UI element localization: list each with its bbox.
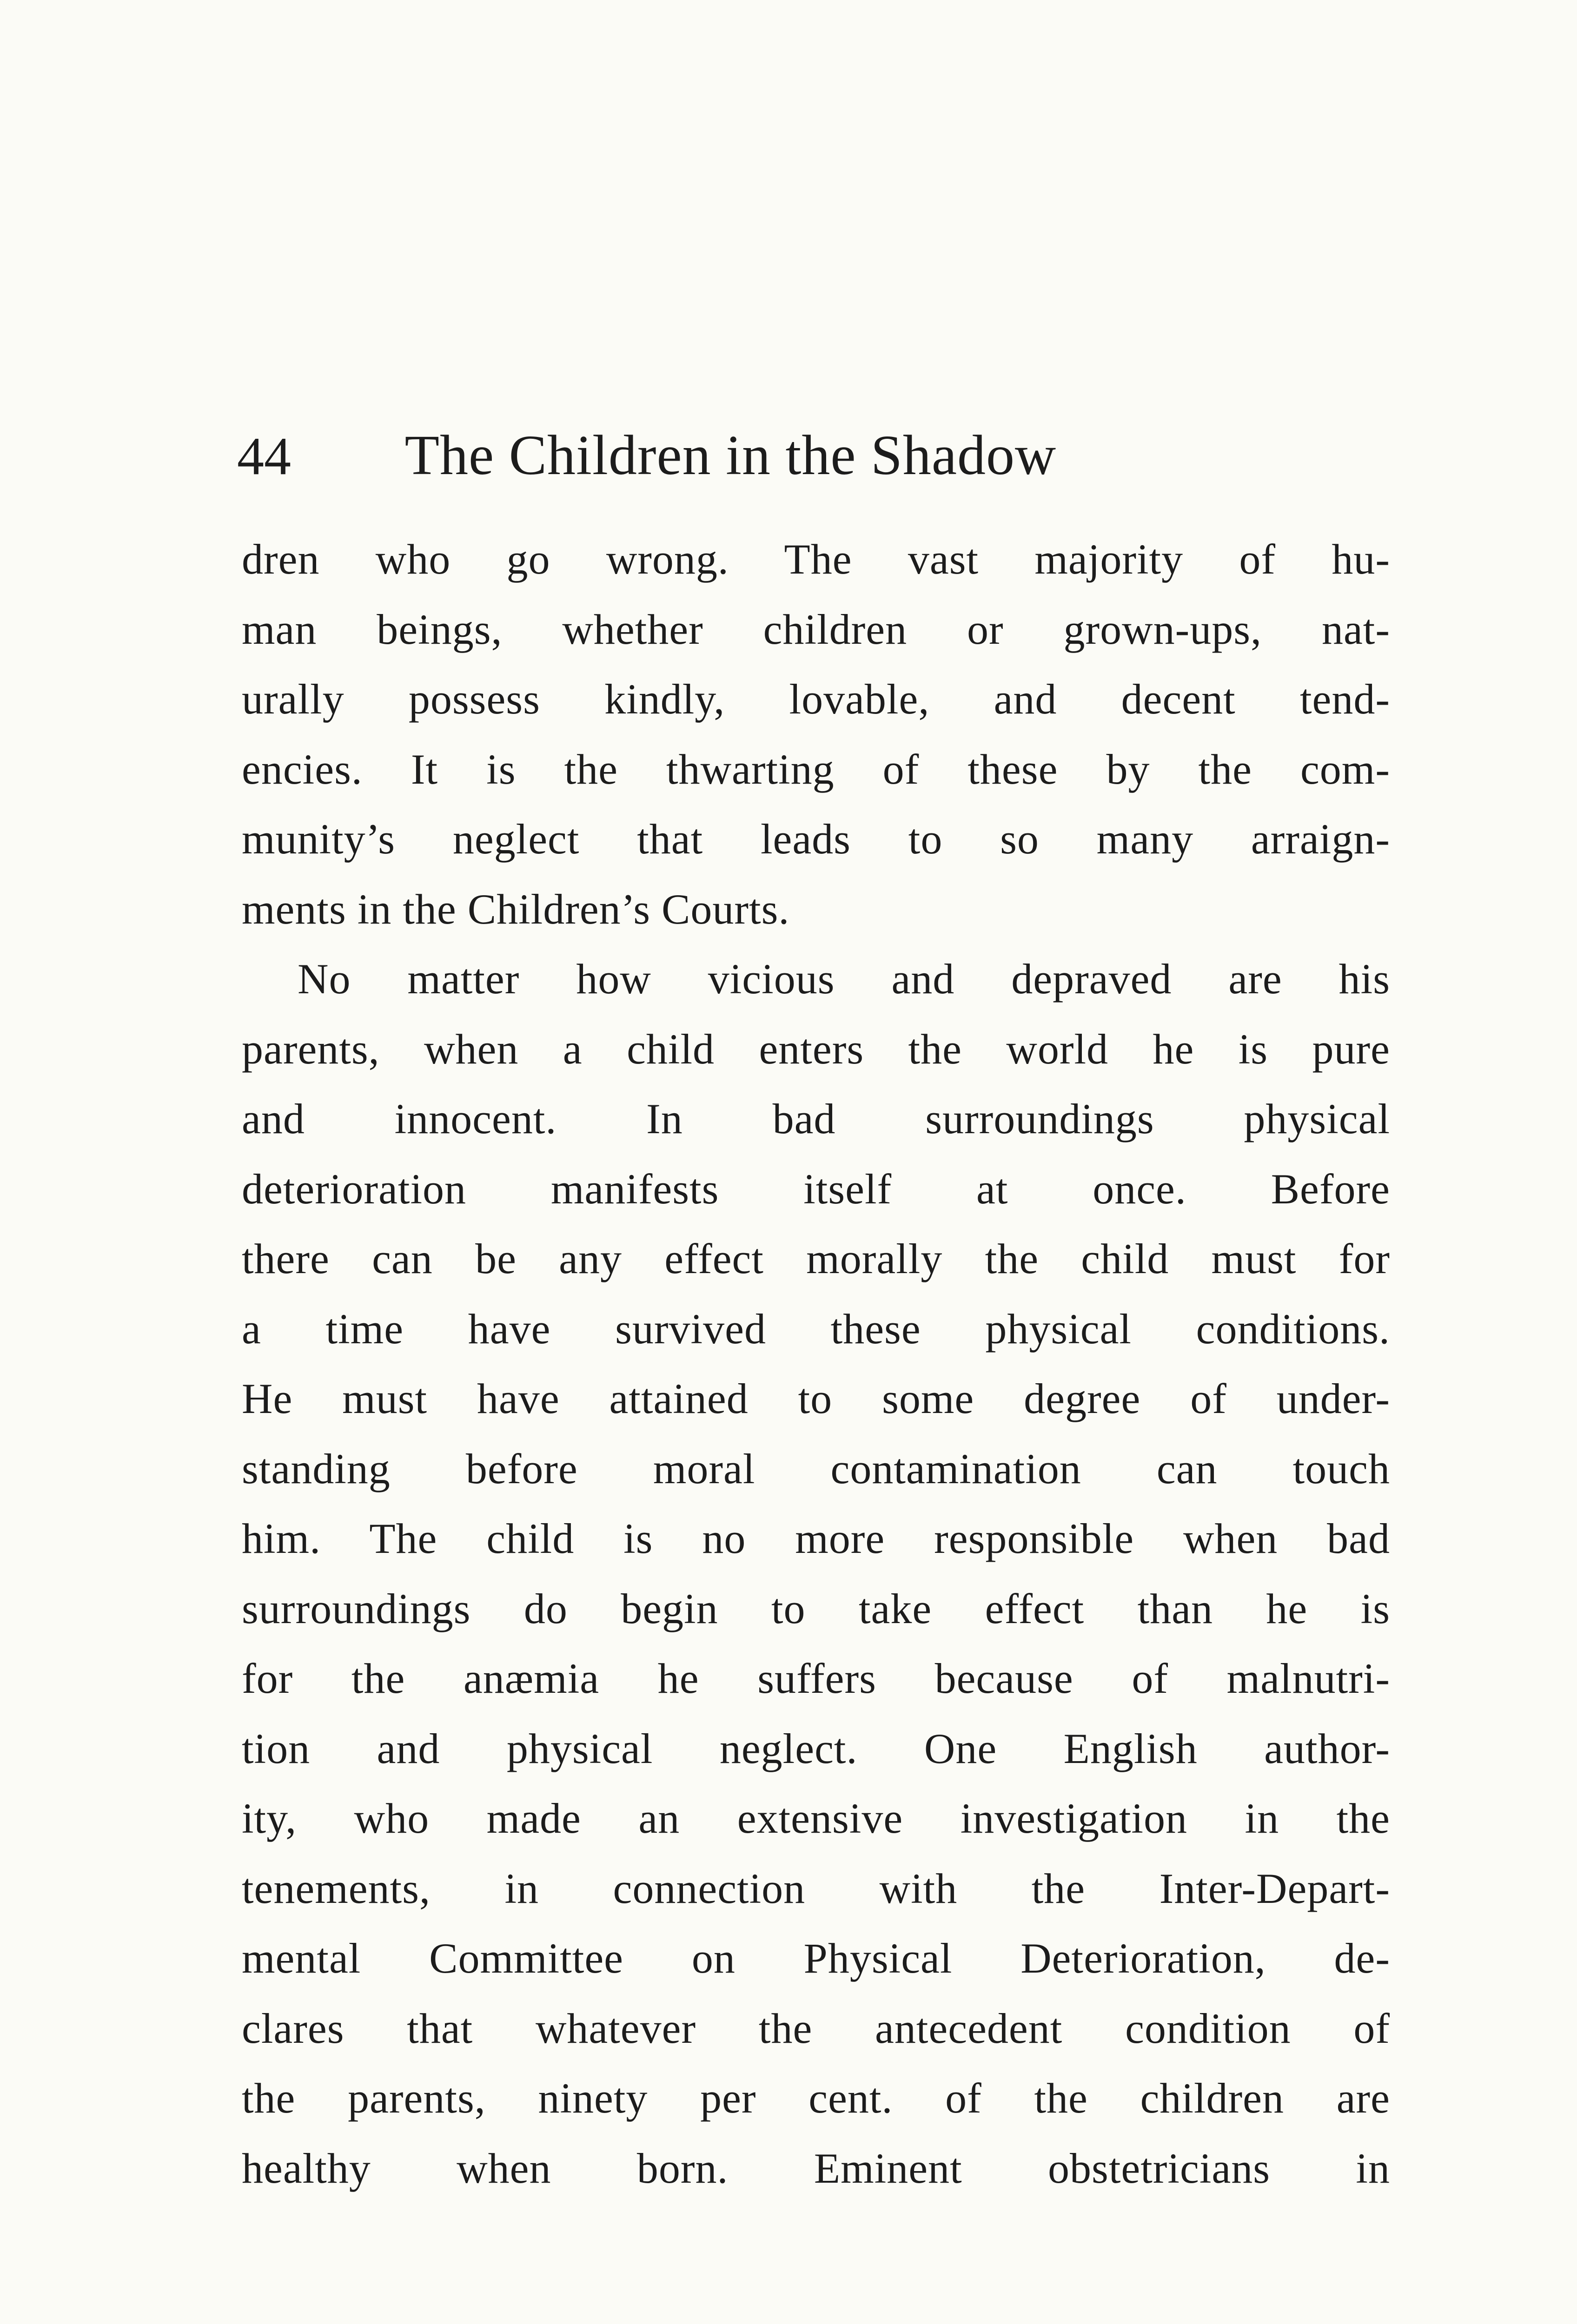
- text-line: No matter how vicious and depraved are his: [298, 955, 1390, 1003]
- text-line: healthy when born. Eminent obstetricians in: [242, 2144, 1390, 2192]
- text-line: tion and physical neglect. One English author-: [242, 1724, 1390, 1772]
- text-line: for the anæmia he suffers because of malnutri-: [242, 1655, 1390, 1702]
- text-line: a time have survived these physical conditions.: [242, 1305, 1390, 1353]
- body-text: [242, 524, 1390, 2203]
- text-line: standing before moral contamination can touch: [242, 1445, 1390, 1492]
- text-line: man beings, whether children or grown-ups, nat-: [242, 605, 1390, 653]
- text-line: and innocent. In bad surroundings physical: [242, 1095, 1390, 1142]
- text-line: tenements, in connection with the Inter-Depart-: [242, 1864, 1390, 1912]
- page-number: 44: [237, 427, 291, 486]
- text-line: clares that whatever the antecedent condition of: [242, 2004, 1390, 2052]
- text-line: there can be any effect morally the child must for: [242, 1235, 1390, 1282]
- text-line: ments in the Children’s Courts.: [242, 885, 790, 933]
- page-header: [237, 421, 1399, 490]
- text-line: dren who go wrong. The vast majority of hu-: [242, 535, 1390, 583]
- text-line: surroundings do begin to take effect than he is: [242, 1585, 1390, 1632]
- text-line: the parents, ninety per cent. of the children are: [242, 2074, 1390, 2122]
- text-line: him. The child is no more responsible when bad: [242, 1515, 1390, 1562]
- text-line: urally possess kindly, lovable, and decent tend-: [242, 675, 1390, 723]
- text-line: encies. It is the thwarting of these by the com-: [242, 745, 1390, 793]
- running-title: The Children in the Shadow: [404, 424, 1057, 487]
- text-line: deterioration manifests itself at once. Before: [242, 1165, 1390, 1213]
- text-line: munity’s neglect that leads to so many arraign-: [242, 815, 1390, 863]
- text-line: ity, who made an extensive investigation in the: [242, 1795, 1390, 1842]
- text-line: He must have attained to some degree of under-: [242, 1375, 1390, 1422]
- text-line: parents, when a child enters the world he is pure: [242, 1025, 1390, 1073]
- text-line: mental Committee on Physical Deterioration, de-: [242, 1934, 1390, 1982]
